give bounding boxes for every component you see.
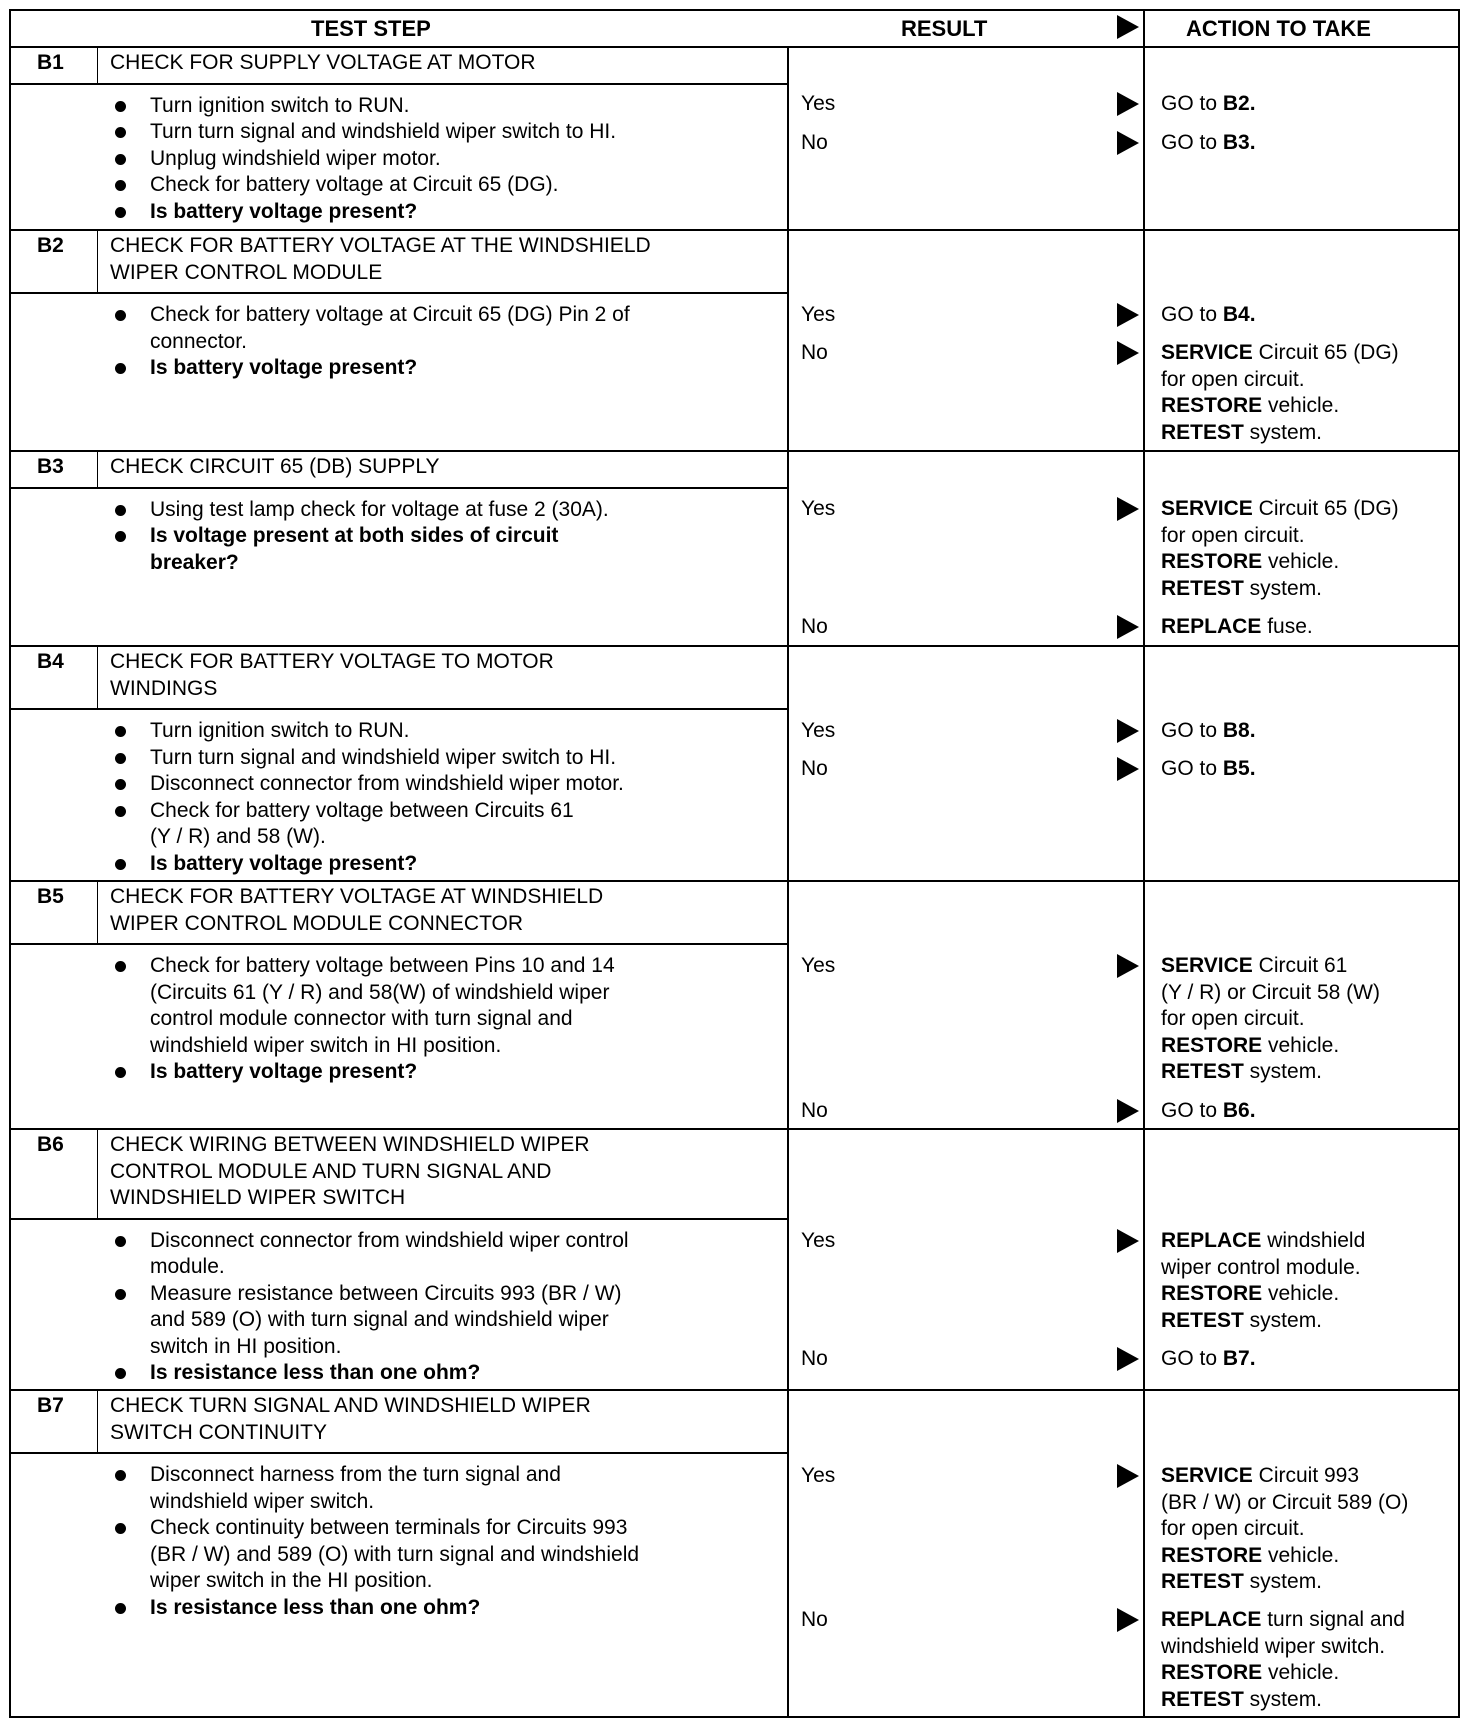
action-text xyxy=(1161,340,1399,446)
action-line xyxy=(1161,393,1399,420)
action-segment: system. xyxy=(1243,420,1323,444)
test-step-cell xyxy=(11,1391,789,1716)
instruction-item xyxy=(11,146,787,173)
test-step-row xyxy=(11,48,1458,231)
action-segment: RETEST xyxy=(1161,1687,1244,1711)
action-segment: B4. xyxy=(1222,303,1256,326)
action-line xyxy=(1161,1660,1405,1687)
action-segment: REPLACE xyxy=(1161,1608,1262,1631)
action-line xyxy=(1161,1308,1365,1335)
action-segment: system. xyxy=(1243,1570,1323,1593)
bullet-icon xyxy=(115,753,126,764)
instruction-text: Measure resistance between Circuits 993 (BR / W) and 589 (O) with turn signal and windshield wiper switch in HI position. xyxy=(150,1281,622,1358)
test-step-row xyxy=(11,452,1458,647)
action-segment: RESTORE xyxy=(1161,550,1263,573)
action-line xyxy=(1161,1569,1408,1596)
step-id: B3 xyxy=(11,452,98,487)
result-label: Yes xyxy=(801,1229,836,1252)
action-line xyxy=(1161,1516,1408,1543)
bullet-icon xyxy=(115,1236,126,1247)
action-line xyxy=(1161,1006,1380,1033)
arrow-icon xyxy=(1117,757,1139,781)
step-title xyxy=(11,48,787,85)
instruction-item xyxy=(11,1281,787,1361)
action-segment: GO to xyxy=(1161,131,1223,154)
diagnostic-table xyxy=(9,9,1460,1718)
arrow-icon xyxy=(1117,92,1139,116)
instruction-item xyxy=(11,851,787,878)
instruction-item xyxy=(11,798,787,851)
action-segment: for open circuit. xyxy=(1161,1517,1305,1540)
step-instructions xyxy=(11,945,787,1086)
arrow-icon xyxy=(1117,15,1139,39)
action-segment: REPLACE xyxy=(1161,1229,1262,1252)
bullet-icon xyxy=(115,207,126,218)
instruction-text: Disconnect connector from windshield wiper motor. xyxy=(150,772,624,795)
instruction-item xyxy=(11,199,787,226)
instruction-text: Is battery voltage present? xyxy=(150,851,418,875)
step-id: B1 xyxy=(11,48,98,83)
bullet-icon xyxy=(115,127,126,138)
bullet-icon xyxy=(115,1067,126,1078)
action-segment: B6. xyxy=(1222,1099,1256,1122)
instruction-text: Is battery voltage present? xyxy=(150,356,418,379)
step-title-text: CHECK FOR BATTERY VOLTAGE TO MOTOR WINDINGS xyxy=(110,650,554,700)
instruction-item xyxy=(11,745,787,772)
action-segment: Circuit 61 xyxy=(1252,954,1348,977)
result-label: Yes xyxy=(801,719,836,742)
instruction-item xyxy=(11,1515,787,1595)
action-segment: Circuit 65 (DG) xyxy=(1252,341,1399,364)
action-line xyxy=(1161,1033,1380,1060)
instruction-text: Is resistance less than one ohm? xyxy=(150,1595,481,1619)
instruction-text: Using test lamp check for voltage at fuse 2 (30A). xyxy=(150,497,609,521)
instruction-item xyxy=(11,953,787,1059)
action-segment: windshield wiper switch. xyxy=(1161,1634,1386,1658)
result-label: Yes xyxy=(801,954,836,977)
action-segment: B7. xyxy=(1222,1347,1256,1370)
action-segment: SERVICE xyxy=(1161,954,1253,977)
action-segment: RETEST xyxy=(1161,1060,1244,1083)
action-text xyxy=(1161,496,1399,602)
test-step-cell xyxy=(11,882,789,1128)
action-text xyxy=(1161,130,1256,157)
action-segment: vehicle. xyxy=(1262,1661,1340,1684)
action-line xyxy=(1161,576,1399,603)
test-step-row xyxy=(11,882,1458,1130)
step-title xyxy=(11,452,787,489)
action-segment: RESTORE xyxy=(1161,394,1263,417)
step-instructions xyxy=(11,489,787,577)
action-segment: REPLACE xyxy=(1161,615,1262,638)
test-step-cell xyxy=(11,452,789,645)
action-segment: wiper control module. xyxy=(1161,1255,1361,1279)
action-segment: GO to xyxy=(1161,303,1223,326)
action-line xyxy=(1161,718,1256,745)
action-segment: for open circuit. xyxy=(1161,1007,1305,1030)
instruction-text: Turn ignition switch to RUN. xyxy=(150,719,410,742)
arrow-icon xyxy=(1117,719,1139,743)
instruction-text: Check for battery voltage at Circuit 65 (DG) Pin 2 of connector. xyxy=(150,303,630,353)
action-segment: system. xyxy=(1243,576,1323,600)
action-line xyxy=(1161,1607,1405,1634)
action-text xyxy=(1161,91,1256,118)
step-instructions xyxy=(11,1454,787,1621)
action-line xyxy=(1161,756,1256,783)
instruction-item xyxy=(11,1595,787,1622)
step-title-text: CHECK FOR SUPPLY VOLTAGE AT MOTOR xyxy=(110,51,536,74)
action-line xyxy=(1161,302,1256,329)
bullet-icon xyxy=(115,1523,126,1534)
test-step-row xyxy=(11,1130,1458,1391)
arrow-icon xyxy=(1117,303,1139,327)
action-segment: SERVICE xyxy=(1161,341,1253,364)
step-title xyxy=(11,1130,787,1220)
bullet-icon xyxy=(115,806,126,817)
action-line xyxy=(1161,496,1399,523)
instruction-item xyxy=(11,497,787,524)
step-instructions xyxy=(11,294,787,382)
action-line xyxy=(1161,1098,1256,1125)
action-segment: Circuit 65 (DG) xyxy=(1252,497,1399,520)
action-segment: B2. xyxy=(1222,92,1256,115)
bullet-icon xyxy=(115,779,126,790)
action-text xyxy=(1161,756,1256,783)
action-segment: RETEST xyxy=(1161,1308,1244,1332)
action-segment: RESTORE xyxy=(1161,1543,1263,1567)
action-segment: RETEST xyxy=(1161,576,1244,600)
action-segment: RETEST xyxy=(1161,420,1244,444)
arrow-icon xyxy=(1117,1608,1139,1632)
bullet-icon xyxy=(115,154,126,165)
header-action: ACTION TO TAKE xyxy=(1186,16,1371,41)
instruction-text: Is resistance less than one ohm? xyxy=(150,1361,481,1384)
test-step-cell xyxy=(11,647,789,880)
step-title-text: CHECK FOR BATTERY VOLTAGE AT WINDSHIELD WIPER CONTROL MODULE CONNECTOR xyxy=(110,885,604,935)
bullet-icon xyxy=(115,1368,126,1379)
step-title xyxy=(11,882,787,945)
action-segment: vehicle. xyxy=(1262,550,1340,573)
bullet-icon xyxy=(115,1470,126,1481)
action-segment: GO to xyxy=(1161,92,1223,115)
action-segment: GO to xyxy=(1161,719,1223,742)
action-segment: B3. xyxy=(1222,131,1256,154)
test-step-row xyxy=(11,647,1458,882)
instruction-item xyxy=(11,355,787,382)
instruction-text: Disconnect connector from windshield wiper control module. xyxy=(150,1228,629,1278)
result-label: No xyxy=(801,1099,828,1122)
action-segment: vehicle. xyxy=(1262,394,1340,417)
action-text xyxy=(1161,1346,1256,1373)
instruction-item xyxy=(11,523,787,576)
bullet-icon xyxy=(115,310,126,321)
action-segment: RETEST xyxy=(1161,1570,1244,1593)
action-segment: GO to xyxy=(1161,1099,1223,1122)
test-step-cell xyxy=(11,231,789,450)
arrow-icon xyxy=(1117,341,1139,365)
step-id: B2 xyxy=(11,231,98,292)
instruction-text: Is battery voltage present? xyxy=(150,199,418,223)
action-line xyxy=(1161,1059,1380,1086)
action-line xyxy=(1161,980,1380,1007)
step-instructions xyxy=(11,1220,787,1387)
bullet-icon xyxy=(115,859,126,870)
step-title xyxy=(11,1391,787,1454)
action-segment: SERVICE xyxy=(1161,497,1253,520)
instruction-item xyxy=(11,718,787,745)
header-result: RESULT xyxy=(901,16,988,41)
instruction-text: Turn ignition switch to RUN. xyxy=(150,93,410,117)
action-line xyxy=(1161,340,1399,367)
action-line xyxy=(1161,1687,1405,1714)
instruction-item xyxy=(11,1462,787,1515)
result-label: Yes xyxy=(801,497,836,520)
step-instructions xyxy=(11,710,787,877)
test-step-row xyxy=(11,231,1458,452)
action-segment: RESTORE xyxy=(1161,1661,1263,1684)
action-line xyxy=(1161,91,1256,118)
action-line xyxy=(1161,1543,1408,1570)
arrow-icon xyxy=(1117,131,1139,155)
test-step-cell xyxy=(11,48,789,229)
action-line xyxy=(1161,130,1256,157)
instruction-item xyxy=(11,302,787,355)
bullet-icon xyxy=(115,363,126,374)
instruction-text: Check continuity between terminals for Circuits 993 (BR / W) and 589 (O) with turn signal and windshield wiper switch in the HI position. xyxy=(150,1516,640,1592)
action-segment: system. xyxy=(1243,1687,1323,1711)
instruction-text: Turn turn signal and windshield wiper switch to HI. xyxy=(150,745,617,769)
step-title xyxy=(11,647,787,710)
arrow-icon xyxy=(1117,1464,1139,1488)
arrow-icon xyxy=(1117,954,1139,978)
step-id: B4 xyxy=(11,647,98,708)
bullet-icon xyxy=(115,1289,126,1300)
instruction-text: Is battery voltage present? xyxy=(150,1060,418,1083)
instruction-text: Check for battery voltage between Circuits 61 (Y / R) and 58 (W). xyxy=(150,798,574,848)
step-title xyxy=(11,231,787,294)
result-label: No xyxy=(801,615,828,638)
result-label: Yes xyxy=(801,303,836,326)
action-segment: vehicle. xyxy=(1262,1282,1340,1305)
action-segment: turn signal and xyxy=(1261,1608,1405,1631)
action-segment: GO to xyxy=(1161,757,1223,780)
arrow-icon xyxy=(1117,1347,1139,1371)
bullet-icon xyxy=(115,531,126,542)
instruction-item xyxy=(11,172,787,199)
action-line xyxy=(1161,523,1399,550)
arrow-icon xyxy=(1117,497,1139,521)
action-line xyxy=(1161,614,1313,641)
action-line xyxy=(1161,1255,1365,1282)
action-line xyxy=(1161,1490,1408,1517)
instruction-text: Check for battery voltage between Pins 10 and 14 (Circuits 61 (Y / R) and 58(W) of windshield wiper control module connector with turn signal and windshield wiper switch in HI position. xyxy=(150,954,615,1057)
action-text xyxy=(1161,953,1380,1086)
action-line xyxy=(1161,953,1380,980)
step-title-text: CHECK TURN SIGNAL AND WINDSHIELD WIPER SWITCH CONTINUITY xyxy=(110,1394,591,1444)
action-segment: GO to xyxy=(1161,1347,1223,1370)
result-label: No xyxy=(801,1608,828,1631)
action-line xyxy=(1161,367,1399,394)
action-line xyxy=(1161,1281,1365,1308)
action-segment: for open circuit. xyxy=(1161,367,1305,391)
action-segment: SERVICE xyxy=(1161,1464,1253,1487)
result-label: No xyxy=(801,757,828,780)
instruction-item xyxy=(11,1059,787,1086)
action-segment: for open circuit. xyxy=(1161,523,1305,547)
action-line xyxy=(1161,549,1399,576)
action-segment: Circuit 993 xyxy=(1252,1464,1360,1487)
action-segment: RESTORE xyxy=(1161,1033,1263,1057)
action-segment: B8. xyxy=(1222,719,1256,742)
arrow-icon xyxy=(1117,1099,1139,1123)
bullet-icon xyxy=(115,726,126,737)
instruction-text: Unplug windshield wiper motor. xyxy=(150,146,441,170)
bullet-icon xyxy=(115,101,126,112)
result-label: No xyxy=(801,131,828,154)
action-text xyxy=(1161,1098,1256,1125)
result-label: Yes xyxy=(801,1464,836,1487)
bullet-icon xyxy=(115,505,126,516)
action-line xyxy=(1161,1634,1405,1661)
result-label: No xyxy=(801,1347,828,1370)
step-id: B7 xyxy=(11,1391,98,1452)
instruction-item xyxy=(11,119,787,146)
action-segment: (Y / R) or Circuit 58 (W) xyxy=(1161,980,1380,1004)
arrow-icon xyxy=(1117,1229,1139,1253)
action-text xyxy=(1161,614,1313,641)
result-label: No xyxy=(801,341,828,364)
instruction-text: Turn turn signal and windshield wiper switch to HI. xyxy=(150,120,617,143)
table-header xyxy=(11,11,1458,48)
action-text xyxy=(1161,718,1256,745)
action-segment: system. xyxy=(1243,1060,1323,1083)
instruction-item xyxy=(11,1360,787,1387)
instruction-text: Is voltage present at both sides of circuit breaker? xyxy=(150,524,559,574)
action-segment: RESTORE xyxy=(1161,1282,1263,1305)
action-segment: vehicle. xyxy=(1262,1543,1340,1567)
step-title-text: CHECK CIRCUIT 65 (DB) SUPPLY xyxy=(110,455,440,478)
action-line xyxy=(1161,1463,1408,1490)
step-title-text: CHECK FOR BATTERY VOLTAGE AT THE WINDSHIELD WIPER CONTROL MODULE xyxy=(110,234,651,284)
action-text xyxy=(1161,1463,1408,1596)
instruction-text: Disconnect harness from the turn signal and windshield wiper switch. xyxy=(150,1463,561,1513)
action-text xyxy=(1161,302,1256,329)
step-id: B6 xyxy=(11,1130,98,1218)
action-text xyxy=(1161,1228,1365,1334)
action-line xyxy=(1161,1346,1256,1373)
action-text xyxy=(1161,1607,1405,1713)
action-segment: windshield xyxy=(1261,1229,1366,1252)
action-segment: (BR / W) or Circuit 589 (O) xyxy=(1161,1490,1409,1514)
test-step-cell xyxy=(11,1130,789,1389)
result-label: Yes xyxy=(801,92,836,115)
step-id: B5 xyxy=(11,882,98,943)
step-instructions xyxy=(11,85,787,226)
instruction-item xyxy=(11,93,787,120)
step-title-text: CHECK WIRING BETWEEN WINDSHIELD WIPER CONTROL MODULE AND TURN SIGNAL AND WINDSHIELD WIPER SWITCH xyxy=(110,1133,590,1209)
test-step-row xyxy=(11,1391,1458,1716)
action-segment: B5. xyxy=(1222,757,1256,780)
instruction-text: Check for battery voltage at Circuit 65 (DG). xyxy=(150,173,559,196)
instruction-item xyxy=(11,1228,787,1281)
instruction-item xyxy=(11,771,787,798)
bullet-icon xyxy=(115,961,126,972)
action-segment: vehicle. xyxy=(1262,1033,1340,1057)
action-line xyxy=(1161,420,1399,447)
action-segment: system. xyxy=(1243,1308,1323,1332)
bullet-icon xyxy=(115,1603,126,1614)
action-line xyxy=(1161,1228,1365,1255)
header-test-step: TEST STEP xyxy=(311,16,431,41)
action-segment: fuse. xyxy=(1261,615,1313,638)
arrow-icon xyxy=(1117,615,1139,639)
bullet-icon xyxy=(115,180,126,191)
